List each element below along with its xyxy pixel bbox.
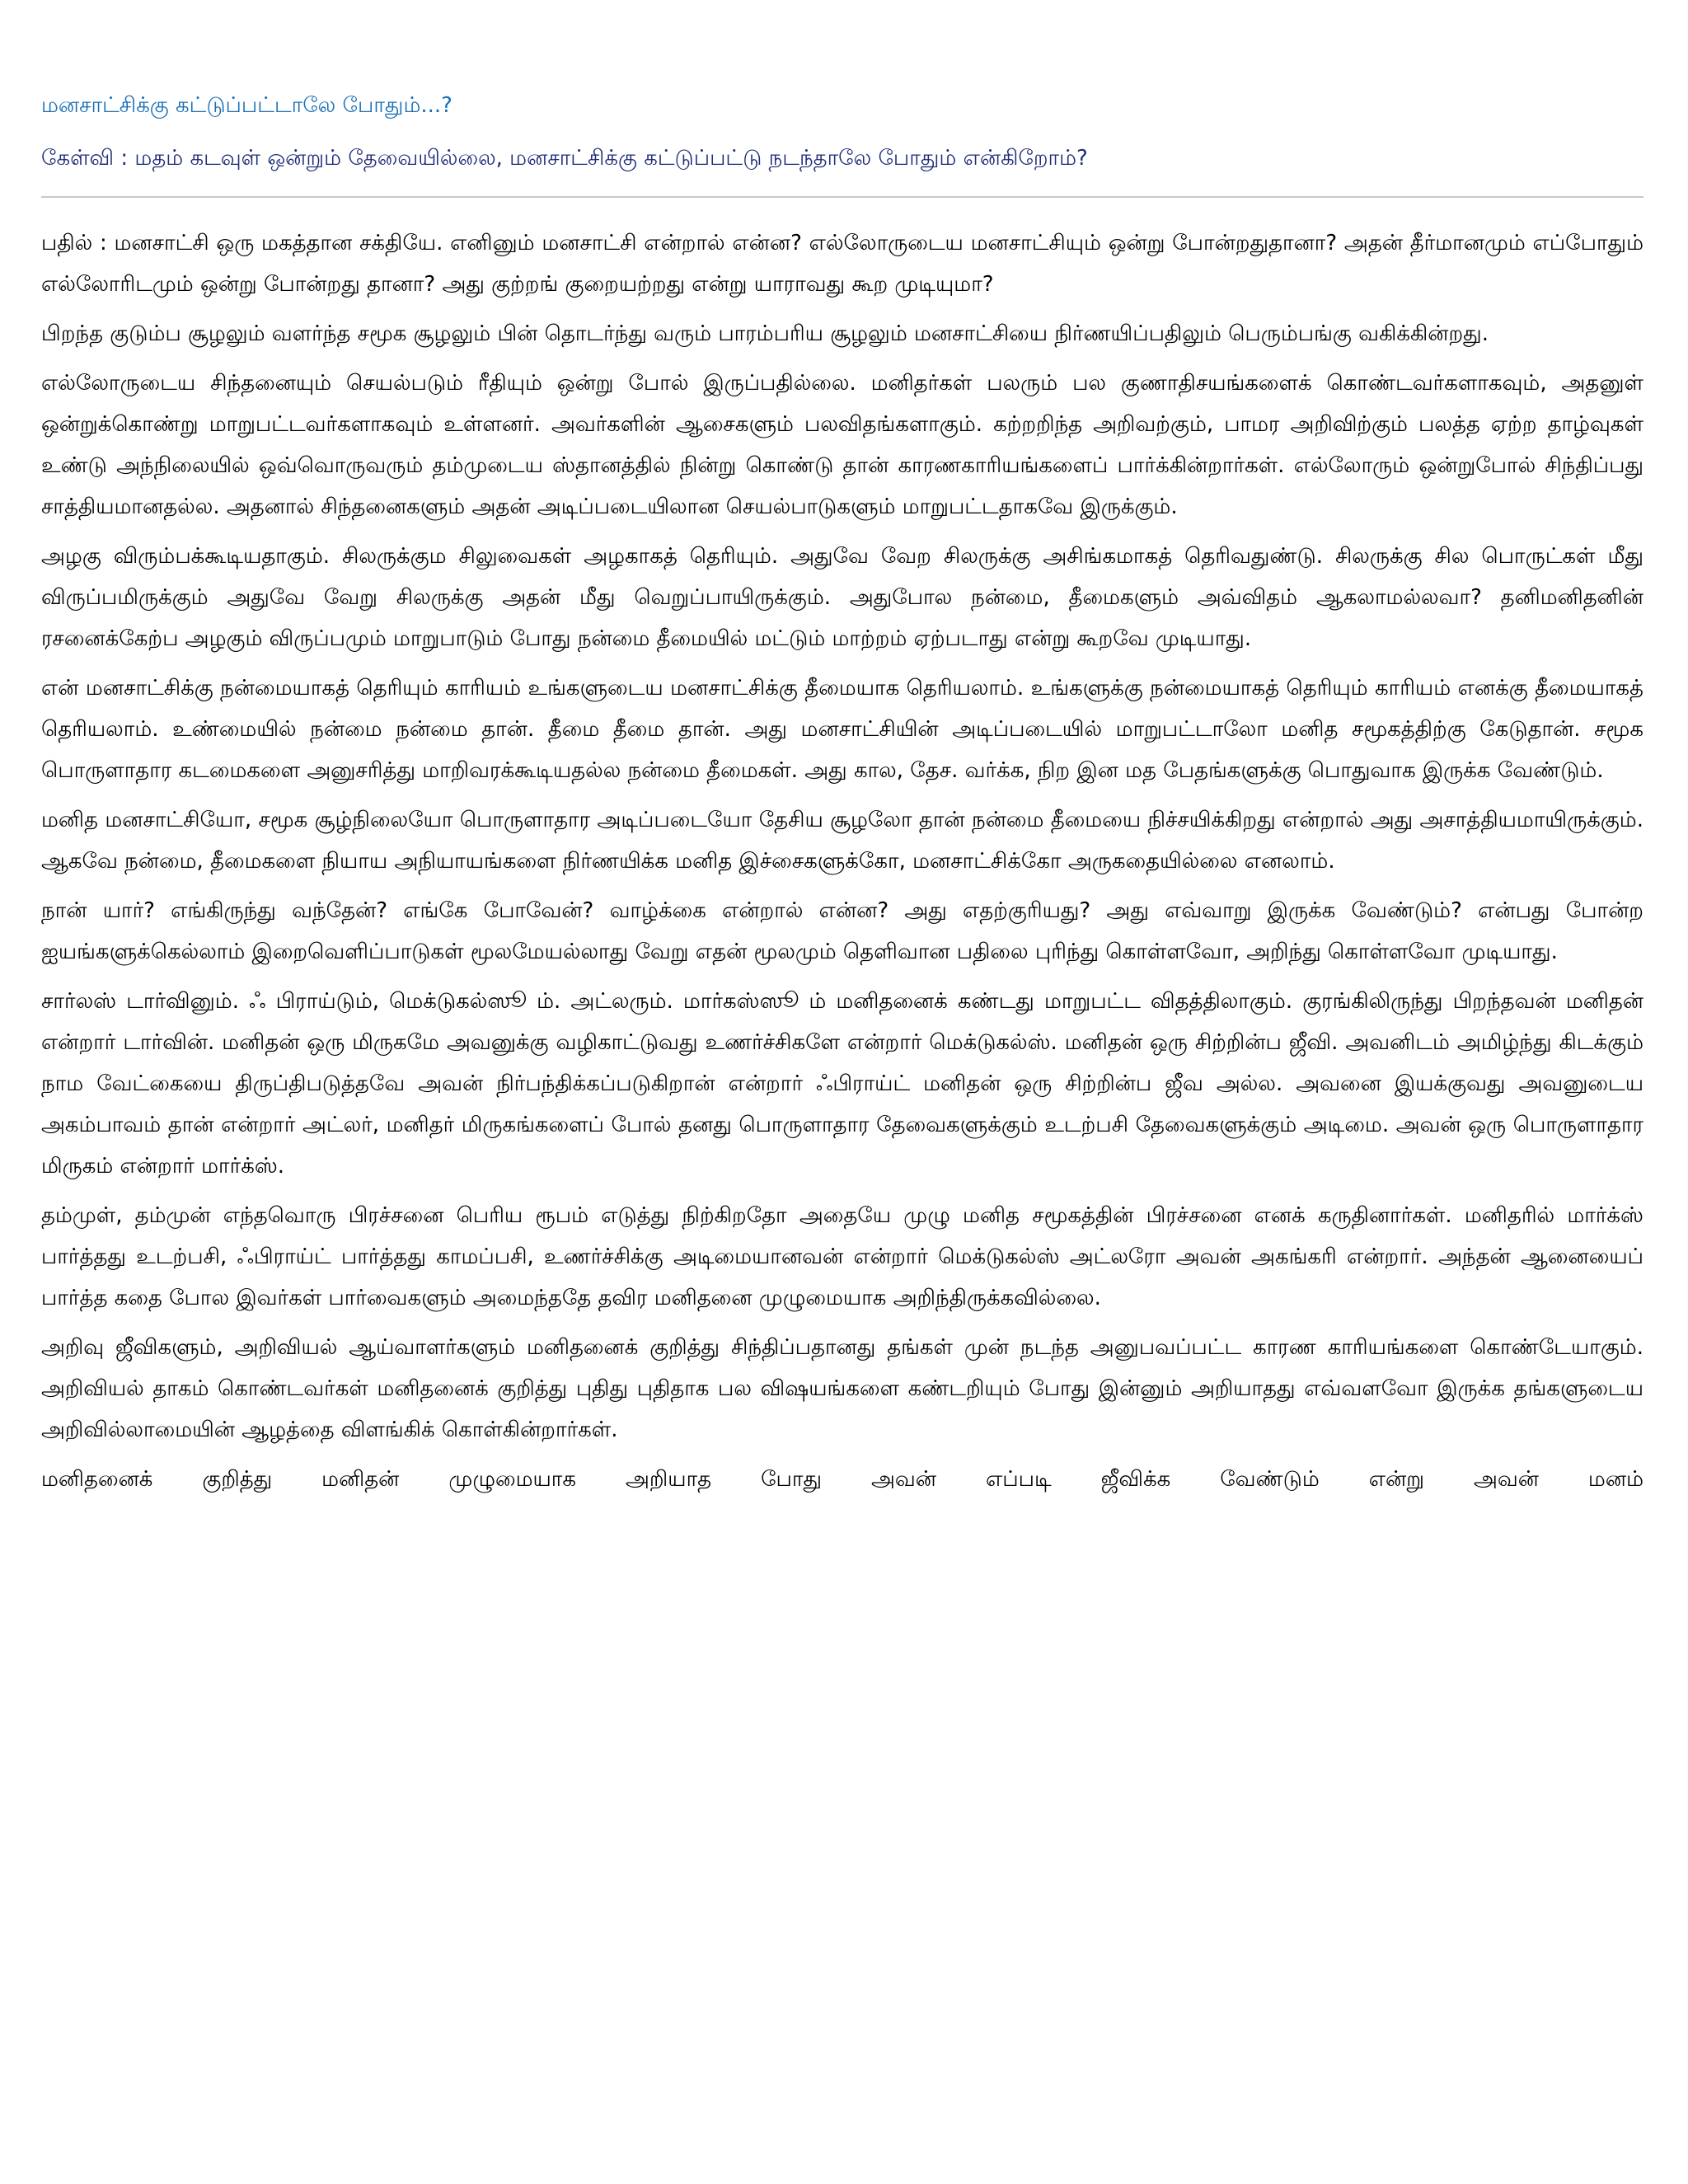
paragraph: மனிதனைக் குறித்து மனிதன் முழுமையாக அறியாத போது அவன் எப்படி ஜீவிக்க வேண்டும் என்று அவன் மனம் <box>41 1467 1643 1492</box>
paragraph: பதில் : மனசாட்சி ஒரு மகத்தான சக்தியே. எனினும் மனசாட்சி என்றால் என்ன? எல்லோருடைய மனசாட்சியும் ஒன்று போன்றதுதானா? அதன் தீர்மானமும் எப்போதும் எல்லோரிடமும் ஒன்று போன்றது தானா? அது குற்றங் குறையற்றது என்று யாராவது கூற முடியுமா? <box>41 231 1643 297</box>
question-line: கேள்வி : மதம் கடவுள் ஒன்றும் தேவையில்லை, மனசாட்சிக்கு கட்டுப்பட்டு நடந்தாலே போதும் என்கிறோம்? <box>41 146 1088 171</box>
paragraph: அழகு விரும்பக்கூடியதாகும். சிலருக்கும சிலுவைகள் அழகாகத் தெரியும். அதுவே வேற சிலருக்கு அசிங்கமாகத் தெரிவதுண்டு. சிலருக்கு சில பொருட்கள் மீது விருப்பமிருக்கும் அதுவே வேறு சிலருக்கு அதன் மீது வெறுப்பாயிருக்கும். அதுபோல நன்மை, தீமைகளும் அவ்விதம் ஆகலாமல்லவா? தனிமனிதனின் ரசனைக்கேற்ப அழகும் விருப்பமும் மாறுபாடும் போது நன்மை தீமையில் மட்டும் மாற்றம் ஏற்படாது என்று கூறவே முடியாது. <box>41 544 1643 651</box>
divider <box>41 196 1643 198</box>
paragraph: அறிவு ஜீவிகளும், அறிவியல் ஆய்வாளர்களும் மனிதனைக் குறித்து சிந்திப்பதானது தங்கள் முன் நடந்த அனுபவப்பட்ட காரண காரியங்களை கொண்டேயாகும். அறிவியல் தாகம் கொண்டவர்கள் மனிதனைக் குறித்து புதிது புதிதாக பல விஷயங்களை கண்டறியும் போது இன்னும் அறியாதது எவ்வளவோ இருக்க தங்களுடைய அறிவில்லாமையின் ஆழத்தை விளங்கிக் கொள்கின்றார்கள். <box>41 1335 1643 1442</box>
paragraph: என் மனசாட்சிக்கு நன்மையாகத் தெரியும் காரியம் உங்களுடைய மனசாட்சிக்கு தீமையாக தெரியலாம். உங்களுக்கு நன்மையாகத் தெரியும் காரியம் எனக்கு தீமையாகத் தெரியலாம். உண்மையில் நன்மை நன்மை தான். தீமை தீமை தான். அது மனசாட்சியின் அடிப்படையில் மாறுபட்டாலோ மனித சமூகத்திற்கு கேடுதான். சமூக பொருளாதார கடமைகளை அனுசரித்து மாறிவரக்கூடியதல்ல நன்மை தீமைகள். அது கால, தேச. வர்க்க, நிற இன மத பேதங்களுக்கு பொதுவாக இருக்க வேண்டும். <box>41 676 1643 783</box>
paragraph: எல்லோருடைய சிந்தனையும் செயல்படும் ரீதியும் ஒன்று போல் இருப்பதில்லை. மனிதர்கள் பலரும் பல குணாதிசயங்களைக் கொண்டவர்களாகவும், அதனுள் ஒன்றுக்கொண்று மாறுபட்டவர்களாகவும் உள்ளனர். அவர்களின் ஆசைகளும் பலவிதங்களாகும். கற்றறிந்த அறிவற்கும், பாமர அறிவிற்கும் பலத்த ஏற்ற தாழ்வுகள் உண்டு அந்நிலையில் ஒவ்வொருவரும் தம்முடைய ஸ்தானத்தில் நின்று கொண்டு தான் காரணகாரியங்களைப் பார்க்கின்றார்கள். எல்லோரும் ஒன்றுபோல் சிந்திப்பது சாத்தியமானதல்ல. அதனால் சிந்தனைகளும் அதன் அடிப்படையிலான செயல்பாடுகளும் மாறுபட்டதாகவே இருக்கும். <box>41 371 1643 519</box>
paragraph: மனித மனசாட்சியோ, சமூக சூழ்நிலையோ பொருளாதார அடிப்படையோ தேசிய சூழலோ தான் நன்மை தீமையை நிச்சயிக்கிறது என்றால் அது அசாத்தியமாயிருக்கும். ஆகவே நன்மை, தீமைகளை நியாய அநியாயங்களை நிர்ணயிக்க மனித இச்சைகளுக்கோ, மனசாட்சிக்கோ அருகதையில்லை எனலாம். <box>41 808 1643 874</box>
paragraph: பிறந்த குடும்ப சூழலும் வளர்ந்த சமூக சூழலும் பின் தொடர்ந்து வரும் பாரம்பரிய சூழலும் மனசாட்சியை நிர்ணயிப்பதிலும் பெரும்பங்கு வகிக்கின்றது. <box>41 321 1489 346</box>
paragraph: சார்லஸ் டார்வினும். ஃ பிராய்டும், மெக்டுகல்ஸூ ம். அட்லரும். மார்கஸ்ஸூ ம் மனிதனைக் கண்டது மாறுபட்ட விதத்திலாகும். குரங்கிலிருந்து பிறந்தவன் மனிதன் என்றார் டார்வின். மனிதன் ஒரு மிருகமே அவனுக்கு வழிகாட்டுவது உணர்ச்சிகளே என்றார் மெக்டுகல்ஸ். மனிதன் ஒரு சிற்றின்ப ஜீவி. அவனிடம் அமிழ்ந்து கிடக்கும் நாம வேட்கையை திருப்திபடுத்தவே அவன் நிர்பந்திக்கப்படுகிறான் என்றார் ஃபிராய்ட் மனிதன் ஒரு சிற்றின்ப ஜீவ அல்ல. அவனை இயக்குவது அவனுடைய அகம்பாவம் தான் என்றார் அட்லர், மனிதர் மிருகங்களைப் போல் தனது பொருளாதார தேவைகளுக்கும் உடற்பசி தேவைகளுக்கும் அடிமை. அவன் ஒரு பொருளாதார மிருகம் என்றார் மார்க்ஸ். <box>41 989 1643 1179</box>
article <box>41 89 1643 1508</box>
article-title: மனசாட்சிக்கு கட்டுப்பட்டாலே போதும்...? <box>41 93 452 118</box>
paragraph: தம்முள், தம்முன் எந்தவொரு பிரச்சனை பெரிய ரூபம் எடுத்து நிற்கிறதோ அதையே முழு மனித சமூகத்தின் பிரச்சனை எனக் கருதினார்கள். மனிதரில் மார்க்ஸ் பார்த்தது உடற்பசி, ஃபிராய்ட் பார்த்தது காமப்பசி, உணர்ச்சிக்கு அடிமையானவன் என்றார் மெக்டுகல்ஸ் அட்லரோ அவன் அகங்கரி என்றார். அந்தன் ஆனையைப் பார்த்த கதை போல இவர்கள் பார்வைகளும் அமைந்ததே தவிர மனிதனை முழுமையாக அறிந்திருக்கவில்லை. <box>41 1203 1643 1310</box>
paragraph: நான் யார்? எங்கிருந்து வந்தேன்? எங்கே போவேன்? வாழ்க்கை என்றால் என்ன? அது எதற்குரியது? அது எவ்வாறு இருக்க வேண்டும்? என்பது போன்ற ஐயங்களுக்கெல்லாம் இறைவெளிப்பாடுகள் மூலமேயல்லாது வேறு எதன் மூலமும் தெளிவான பதிலை புரிந்து கொள்ளவோ, அறிந்து கொள்ளவோ முடியாது. <box>41 898 1643 964</box>
